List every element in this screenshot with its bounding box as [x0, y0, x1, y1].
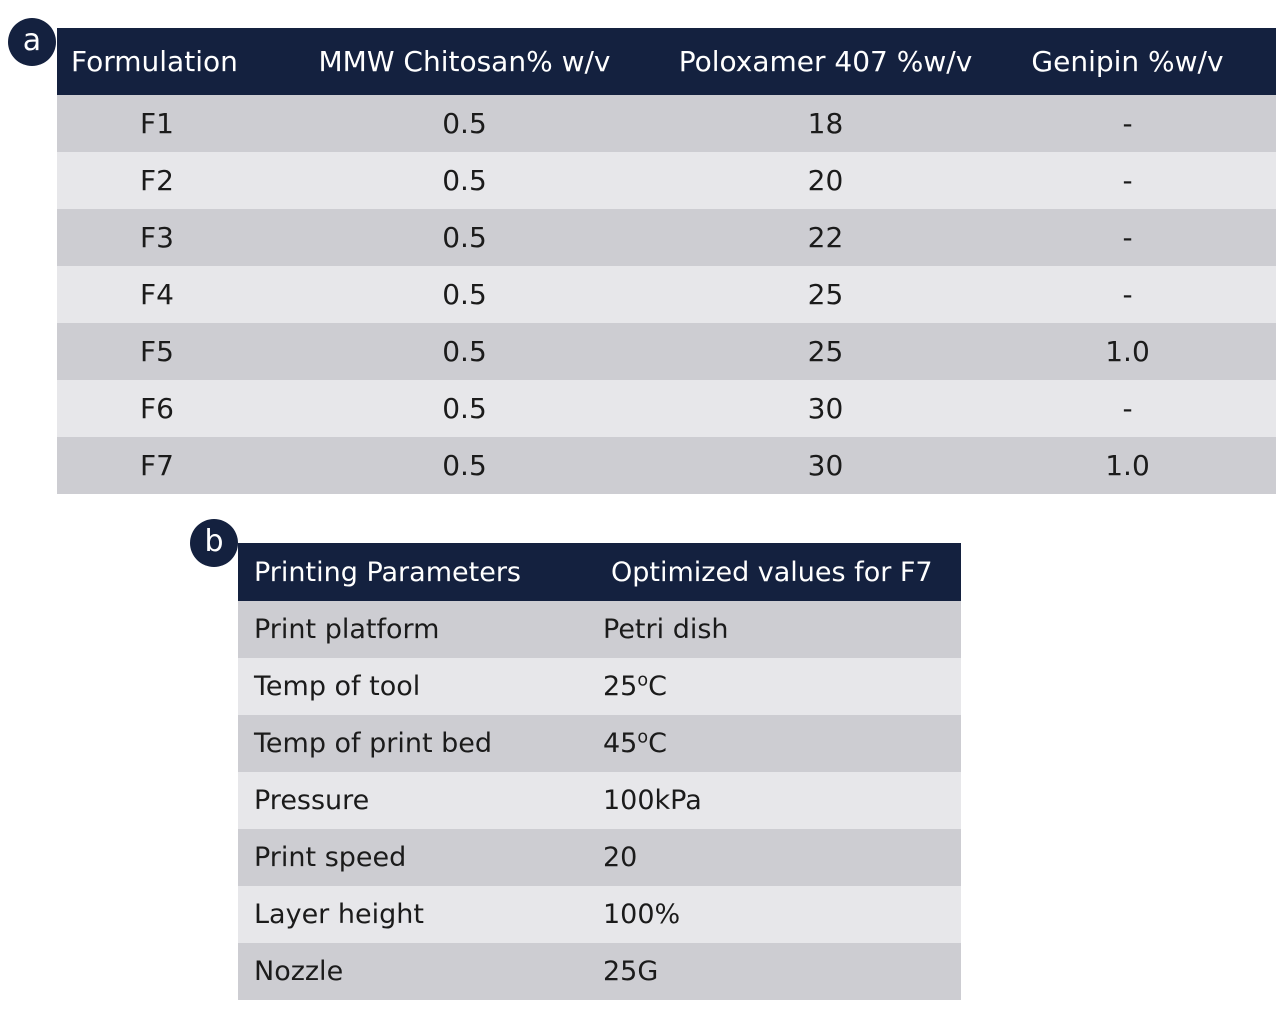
value-unit: C [648, 728, 667, 759]
chitosan-cell: 0.5 [257, 380, 672, 437]
chitosan-cell: 0.5 [257, 95, 672, 152]
poloxamer-cell: 25 [672, 323, 979, 380]
value-number: 25 [603, 671, 638, 702]
table-row [238, 715, 961, 772]
parameter-cell: Nozzle [238, 943, 595, 1000]
poloxamer-cell: 30 [672, 437, 979, 494]
header-genipin: Genipin %w/v [979, 28, 1276, 95]
table-row [57, 209, 1276, 266]
value-cell: 100% [595, 886, 961, 943]
header-chitosan: MMW Chitosan% w/v [257, 28, 672, 95]
table-row [57, 266, 1276, 323]
formulation-table [57, 28, 1276, 494]
panel-label-a: a [8, 18, 56, 66]
table-row [57, 380, 1276, 437]
poloxamer-cell: 25 [672, 266, 979, 323]
table-row [238, 601, 961, 658]
header-printing-parameters: Printing Parameters [238, 543, 595, 601]
chitosan-cell: 0.5 [257, 209, 672, 266]
printing-parameters-header [238, 543, 961, 601]
genipin-cell: - [979, 95, 1276, 152]
table-row [57, 323, 1276, 380]
genipin-cell: - [979, 152, 1276, 209]
value-cell [595, 715, 961, 772]
formulation-cell: F7 [57, 437, 257, 494]
formulation-cell: F4 [57, 266, 257, 323]
poloxamer-cell: 18 [672, 95, 979, 152]
poloxamer-cell: 30 [672, 380, 979, 437]
parameter-cell: Print speed [238, 829, 595, 886]
header-optimized-values: Optimized values for F7 [595, 543, 961, 601]
degree-superscript: o [637, 727, 649, 748]
formulation-cell: F6 [57, 380, 257, 437]
header-formulation: Formulation [57, 28, 257, 95]
formulation-table-header [57, 28, 1276, 95]
chitosan-cell: 0.5 [257, 323, 672, 380]
poloxamer-cell: 20 [672, 152, 979, 209]
parameter-cell: Pressure [238, 772, 595, 829]
printing-parameters-table [238, 543, 961, 1000]
genipin-cell: - [979, 266, 1276, 323]
value-unit: C [648, 671, 667, 702]
value-cell: 20 [595, 829, 961, 886]
formulation-cell: F2 [57, 152, 257, 209]
formulation-cell: F1 [57, 95, 257, 152]
table-row [238, 772, 961, 829]
parameter-cell: Temp of tool [238, 658, 595, 715]
parameter-cell: Print platform [238, 601, 595, 658]
genipin-cell: 1.0 [979, 437, 1276, 494]
formulation-cell: F3 [57, 209, 257, 266]
chitosan-cell: 0.5 [257, 266, 672, 323]
value-cell: 100kPa [595, 772, 961, 829]
table-row [238, 829, 961, 886]
table-row [238, 886, 961, 943]
header-poloxamer: Poloxamer 407 %w/v [672, 28, 979, 95]
formulation-cell: F5 [57, 323, 257, 380]
value-number: 45 [603, 728, 638, 759]
table-row [57, 95, 1276, 152]
table-row [57, 437, 1276, 494]
value-cell: Petri dish [595, 601, 961, 658]
panel-label-b: b [190, 519, 238, 567]
table-row [57, 152, 1276, 209]
genipin-cell: - [979, 380, 1276, 437]
genipin-cell: - [979, 209, 1276, 266]
degree-superscript: o [637, 670, 649, 691]
chitosan-cell: 0.5 [257, 152, 672, 209]
value-cell: 25G [595, 943, 961, 1000]
value-cell [595, 658, 961, 715]
table-row [238, 943, 961, 1000]
genipin-cell: 1.0 [979, 323, 1276, 380]
parameter-cell: Temp of print bed [238, 715, 595, 772]
table-row [238, 658, 961, 715]
chitosan-cell: 0.5 [257, 437, 672, 494]
poloxamer-cell: 22 [672, 209, 979, 266]
parameter-cell: Layer height [238, 886, 595, 943]
